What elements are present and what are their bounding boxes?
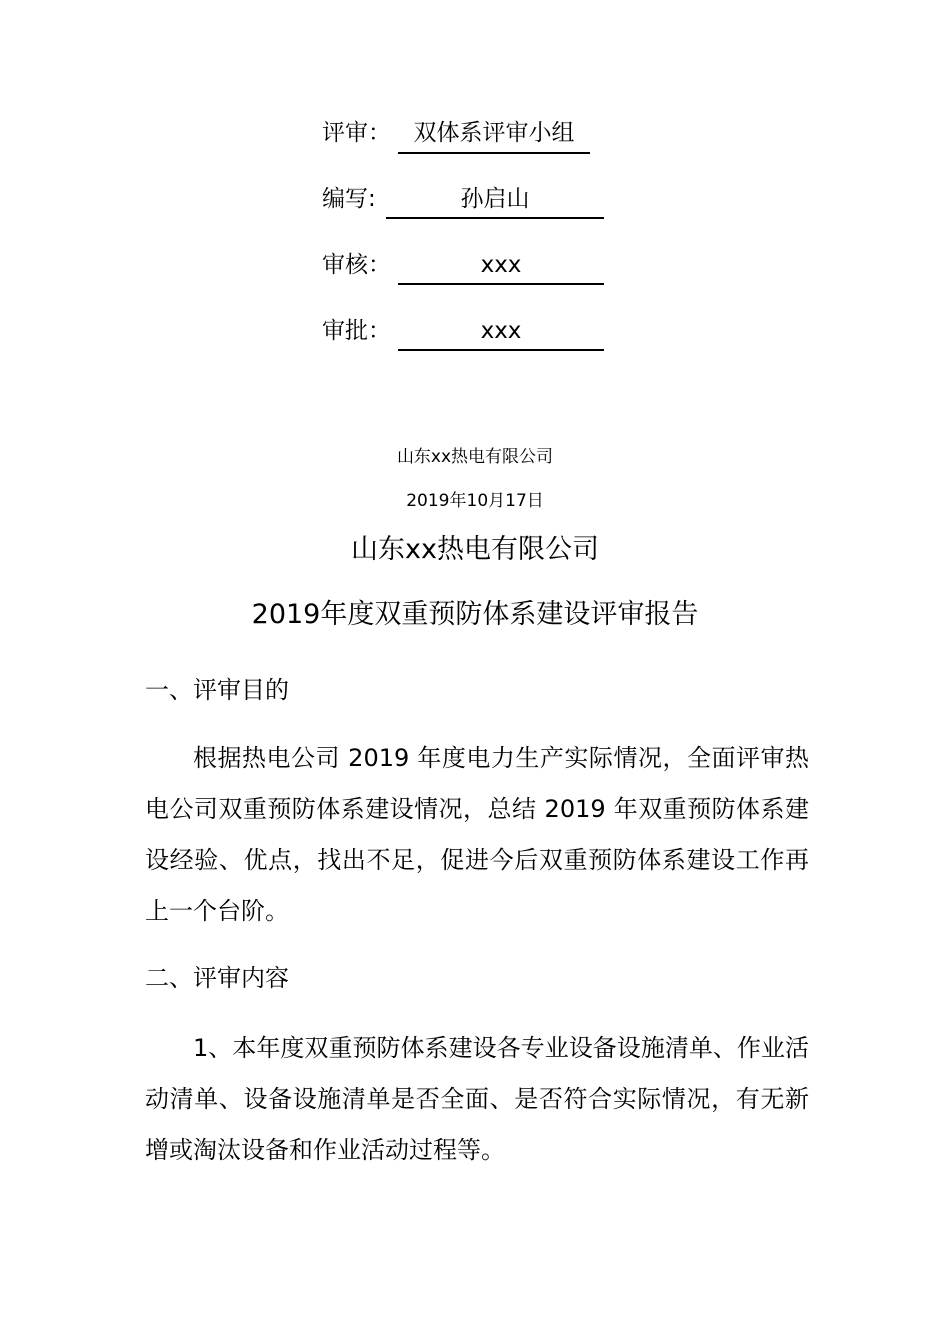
cover-company: 山东xx热电有限公司: [396, 447, 554, 467]
section-heading-purpose: 一、评审目的: [145, 676, 289, 704]
checker-underline: [398, 283, 604, 285]
approver-row: [322, 316, 622, 352]
reviewer-label: 评审：: [322, 120, 391, 146]
reviewer-row: [322, 118, 622, 154]
approver-value: xxx: [480, 318, 522, 344]
cover-date: 2019年10月17日: [406, 491, 544, 511]
section-paragraph-purpose: 根据热电公司 2019 年度电力生产实际情况，全面评审热电公司双重预防体系建设情况，总结 2019 年双重预防体系建设经验、优点，找出不足，促进今后双重预防体系建设工作再上一个台阶。: [145, 744, 809, 925]
reviewer-value: 双体系评审小组: [413, 120, 575, 146]
author-label: 编写:: [322, 186, 376, 212]
report-title-company: 山东xx热电有限公司: [351, 534, 599, 565]
author-value: 孙启山: [460, 186, 530, 212]
author-underline: [386, 217, 604, 219]
checker-label: 审核：: [322, 252, 391, 278]
section-paragraph-content: 1、本年度双重预防体系建设各专业设备设施清单、作业活动清单、设备设施清单是否全面、是否符合实际情况，有无新增或淘汰设备和作业活动过程等。: [145, 1034, 809, 1164]
author-row: [322, 184, 622, 220]
checker-row: [322, 250, 622, 286]
report-title: 2019年度双重预防体系建设评审报告: [251, 599, 699, 630]
approver-underline: [398, 349, 604, 351]
approver-label: 审批：: [322, 318, 391, 344]
section-heading-content: 二、评审内容: [145, 964, 289, 992]
reviewer-underline: [398, 152, 590, 154]
checker-value: xxx: [480, 252, 522, 278]
